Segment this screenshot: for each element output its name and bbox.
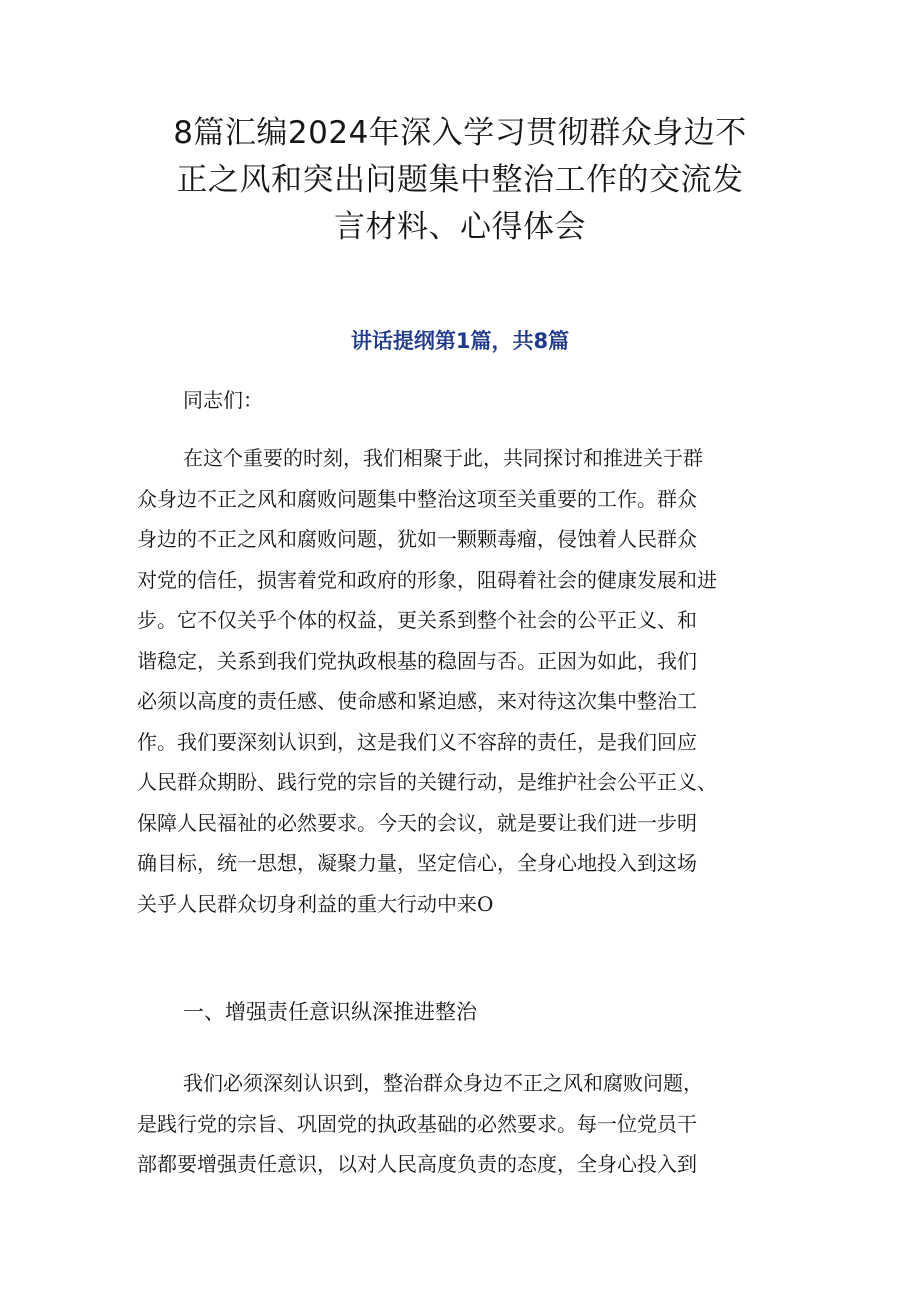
document-title bbox=[140, 110, 780, 251]
title-line-1: 8篇汇编2024年深入学习贯彻群众身边不 bbox=[173, 115, 747, 151]
paragraph-line: 是践行党的宗旨、巩固党的执政基础的必然要求。每一位党员干 bbox=[137, 1111, 697, 1136]
title-line-2: 正之风和突出问题集中整治工作的交流发 bbox=[176, 162, 744, 198]
paragraph-line: 关乎人民群众切身利益的重大行动中来O bbox=[137, 891, 494, 916]
subheading: 一、增强责任意识纵深推进整治 bbox=[183, 1000, 477, 1024]
paragraph-line: 众身边不正之风和腐败问题集中整治这项至关重要的工作。群众 bbox=[137, 486, 697, 511]
paragraph-line: 确目标，统一思想，凝聚力量，坚定信心，全身心地投入到这场 bbox=[137, 851, 697, 875]
paragraph-line: 谐稳定，关系到我们党执政根基的稳固与否。正因为如此，我们 bbox=[137, 648, 697, 673]
paragraph-line: 在这个重要的时刻，我们相聚于此，共同探讨和推进关于群 bbox=[183, 446, 703, 470]
paragraph-2 bbox=[137, 1063, 797, 1185]
paragraph-line: 对党的信任，损害着党和政府的形象，阻碍着社会的健康发展和进 bbox=[137, 567, 717, 592]
section-heading: 讲话提纲第1篇，共8篇 bbox=[350, 329, 570, 353]
paragraph-line: 作。我们要深刻认识到，这是我们义不容辞的责任，是我们回应 bbox=[137, 729, 697, 754]
paragraph-line: 人民群众期盼、践行党的宗旨的关键行动，是维护社会公平正义、 bbox=[137, 770, 717, 794]
title-line-3: 言材料、心得体会 bbox=[334, 209, 586, 245]
paragraph-line: 我们必须深刻认识到，整治群众身边不正之风和腐败问题， bbox=[183, 1071, 703, 1095]
salutation: 同志们： bbox=[183, 388, 263, 412]
paragraph-line: 必须以高度的责任感、使命感和紧迫感，来对待这次集中整治工 bbox=[137, 689, 697, 713]
paragraph-line: 保障人民福祉的必然要求。今天的会议，就是要让我们进一步明 bbox=[137, 810, 697, 835]
paragraph-line: 部都要增强责任意识，以对人民高度负责的态度，全身心投入到 bbox=[137, 1152, 697, 1176]
paragraph-1 bbox=[137, 438, 797, 924]
paragraph-line: 步。它不仅关乎个体的权益，更关系到整个社会的公平正义、和 bbox=[137, 608, 697, 632]
paragraph-line: 身边的不正之风和腐败问题，犹如一颗颗毒瘤，侵蚀着人民群众 bbox=[137, 527, 697, 551]
